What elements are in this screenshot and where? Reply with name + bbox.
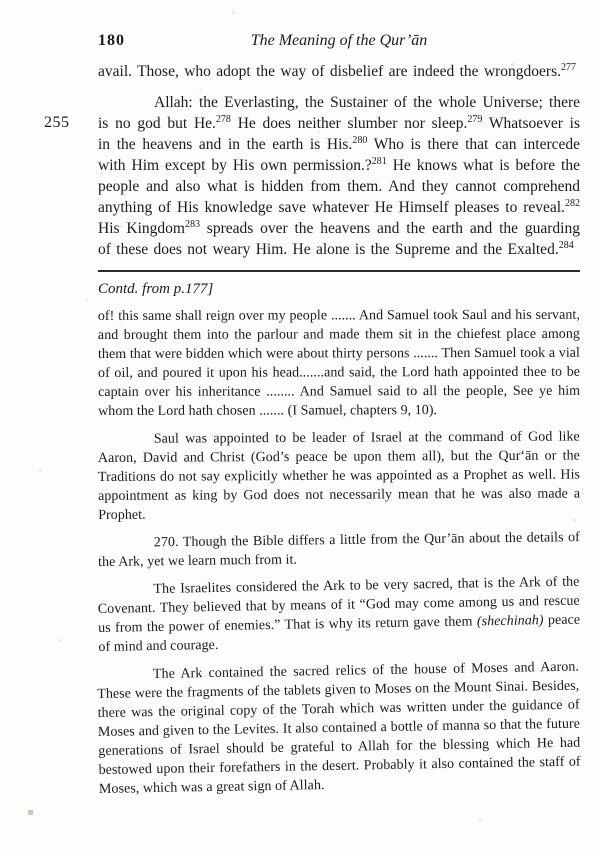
scan-specks: [0, 0, 1, 1]
page-header: [98, 30, 580, 51]
footnote-paragraph-saul: Saul was appointed to be leader of Israel at the command of God like Aaron, David and Christ (God’s peace be upon them all), but the Qur‘ān or the Traditions do not say explicitly whether he was appointed as a Prophet as well. His appointment as king by God does not necessarily mean that he was also made a Prophet.: [97, 429, 581, 523]
body-paragraph-verse-255: Allah: the Everlasting, the Sustainer of the whole Universe; there is no god but He.$^{278}$ He does neither slumber nor sleep.$^{279}$ Whatsoever is in the heavens and in the earth is His.$^{280}$ Who is there that can intercede with Him except by His own permission.?$^{281}$ He knows what is before the people and also what is hidden from them. And they cannot comprehend anything of His knowledge save whatever He Himself pleases to reveal.$^{282}$ His Kingdom$^{283}$ spreads over the heavens and the earth and the guarding of these does not weary Him. He alone is the Supreme and the Exalted.$^{284}$: [98, 94, 581, 258]
page-content: [98, 30, 580, 808]
running-title: The Meaning of the Qur’ān: [250, 32, 428, 49]
page-number: 180: [98, 32, 125, 49]
footnote-paragraph-israelites: The Israelites considered the Ark to be very sacred, that is the Ark of the Covenant. They believed that by means of it “God may come among us and rescue us from the power of enemies.” That is why its return gave them (shechinah) peace of mind and courage.: [97, 574, 581, 655]
margin-verse-number: 255: [44, 114, 70, 131]
footnote-paragraph-ark-contents: The Ark contained the sacred relics of the house of Moses and Aaron. These were the fragments of the tablets given to Moses on the Mount Sinai. Besides, there was the original copy of the Torah which was written under the guidance of Moses and given to the Levites. It also contained a bottle of manna so that the future generations of Israel should be grateful to Allah for the blessing which He had bestowed upon their forefathers in the desert. Probably it also contained the staff of Moses, which was a great sign of Allah.: [97, 659, 581, 797]
body-paragraph-wrongdoers: avail. Those, who adopt the way of disbelief are indeed the wrongdoers.$^{277}$: [98, 62, 576, 80]
footnote-paragraph-samuel-quote: of! this same shall reign over my people ....... And Samuel took Saul and his servant, and brought them into the parlour and made them sit in the chiefest place among them that were bidden which were about thirty persons ....... Then Samuel took a vial of oil, and poured it upon his head.......and said, the Lord hath appointed thee to be captain over his inheritance ........ And Samuel said to all the people, See ye him whom the Lord hath chosen ....... (I Samuel, chapters 9, 10).: [97, 307, 581, 419]
contd-note: Contd. from p.177]: [98, 281, 214, 297]
footnote-divider: [98, 270, 580, 272]
footnote-paragraph-270: 270. Though the Bible differs a little from the Qur’ān about the details of the Ark, yet we learn much from it.: [98, 530, 580, 570]
footnote-section: [98, 280, 580, 799]
